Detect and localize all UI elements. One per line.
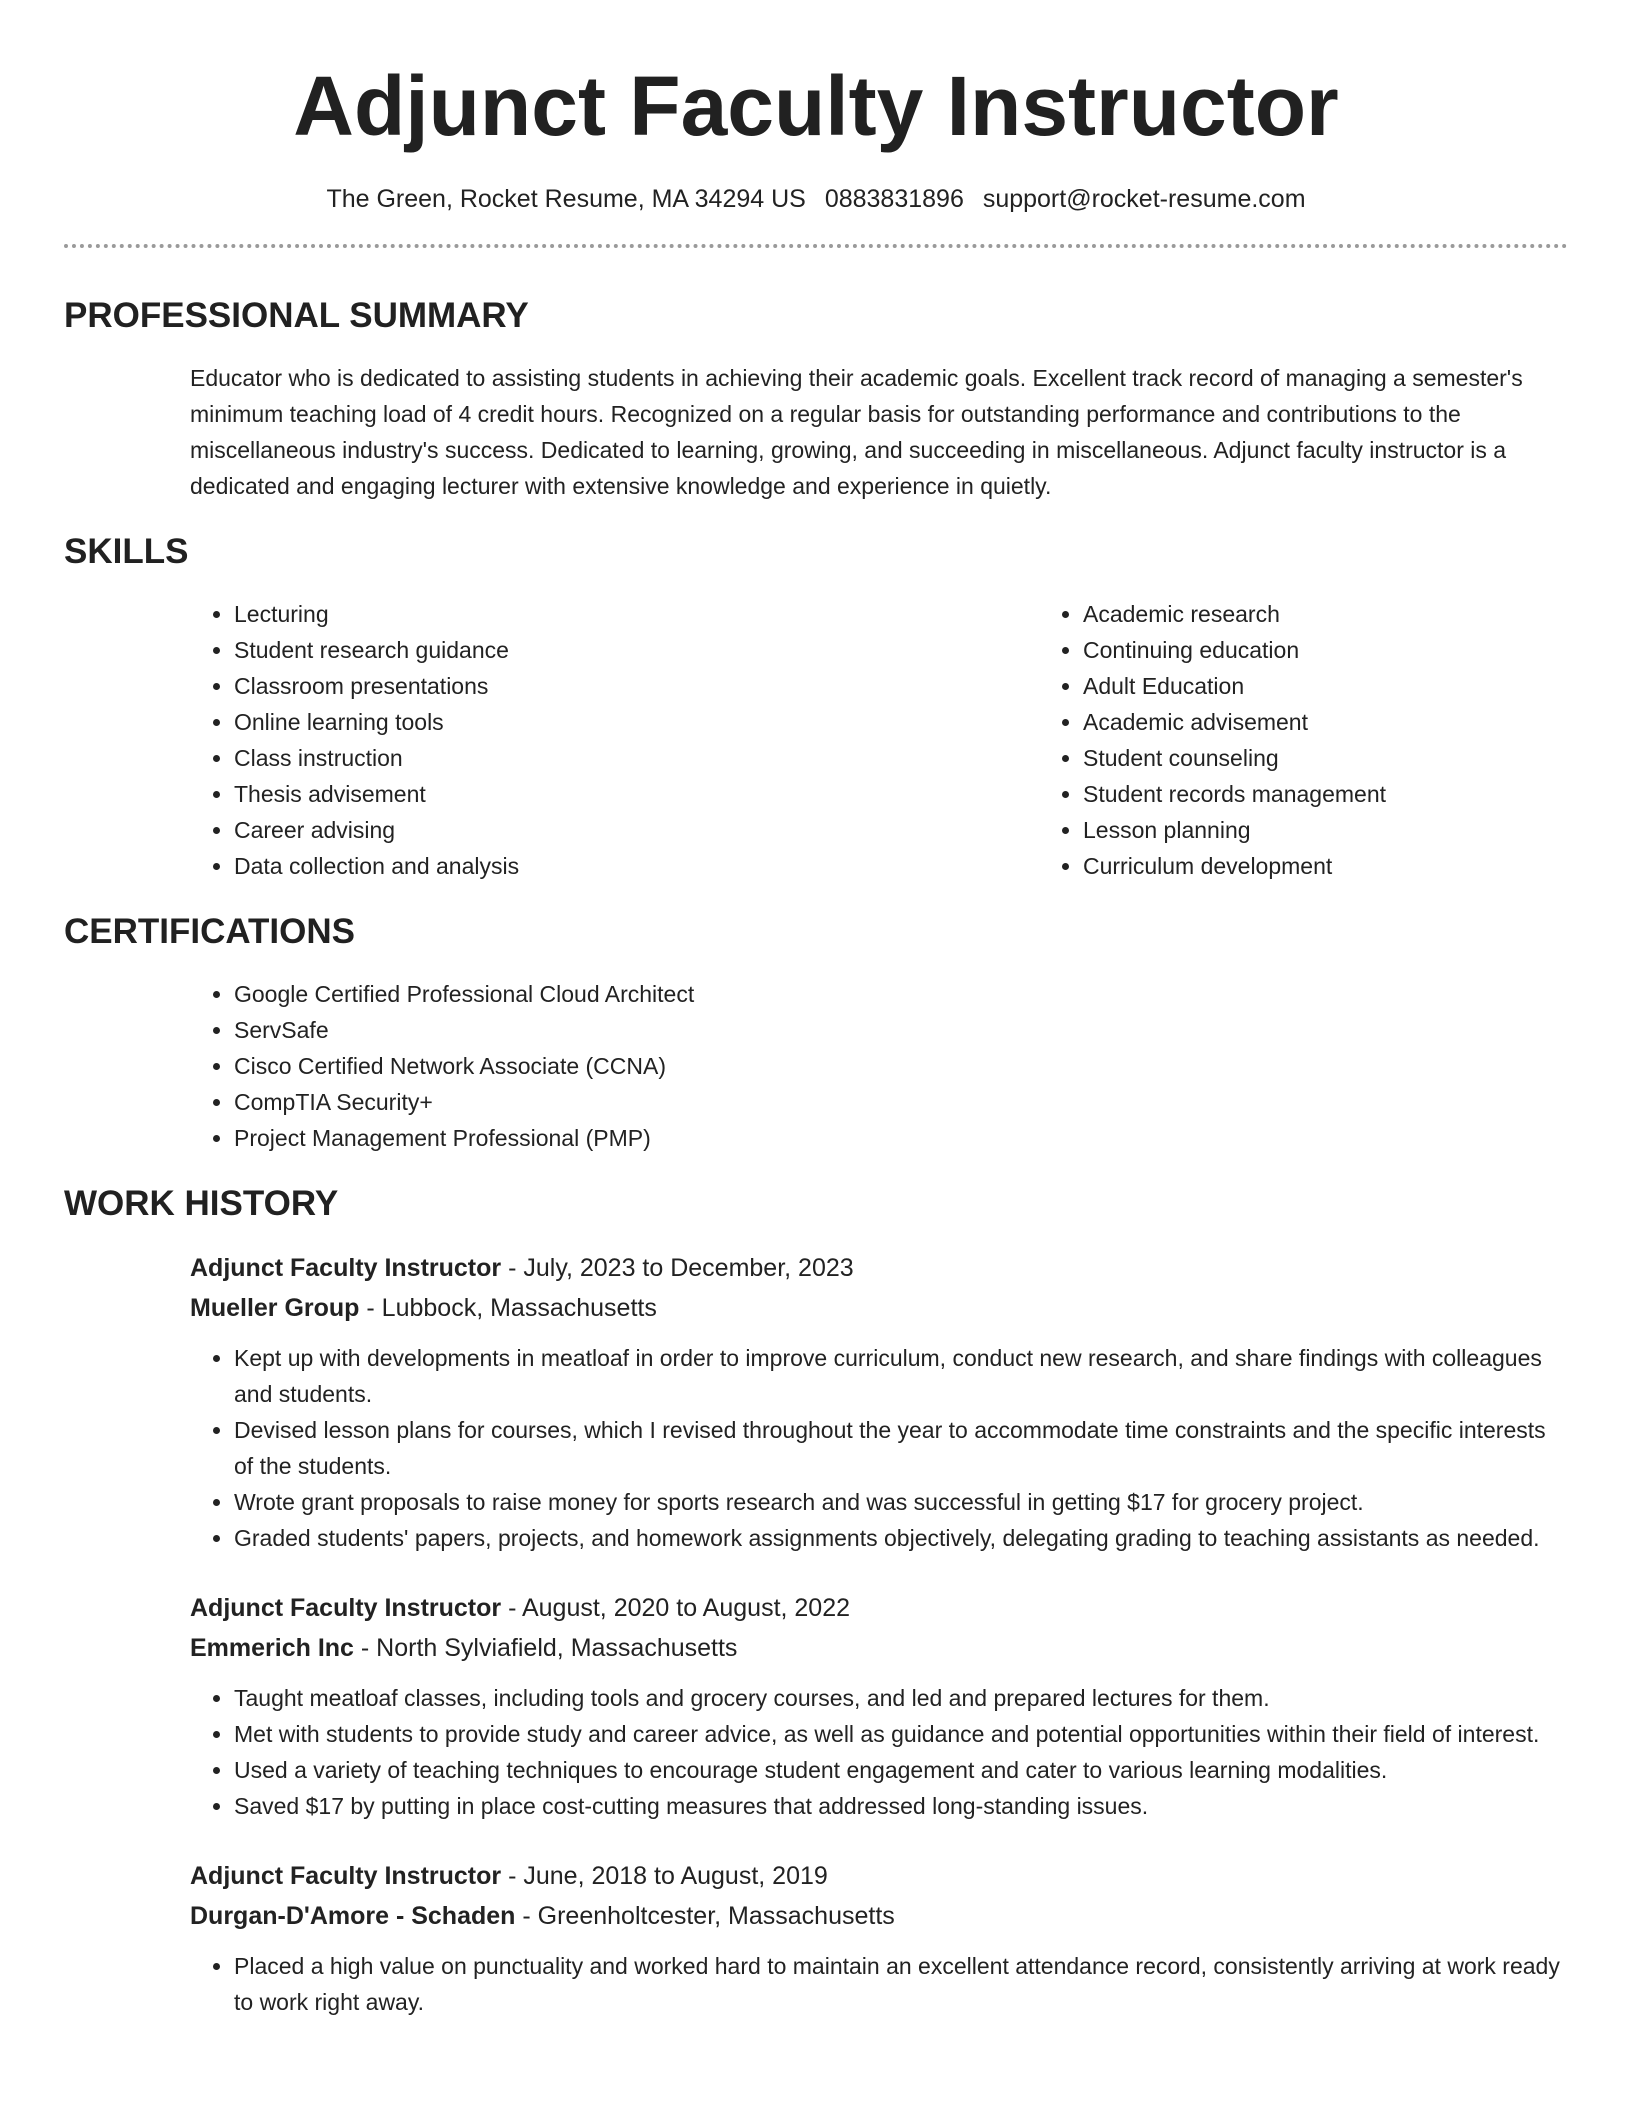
certification-item: • Cisco Certified Network Associate (CCNA) — [234, 1048, 1568, 1084]
summary-text: Educator who is dedicated to assisting students in achieving their academic goals. Excellent track record of managing a semester's minimum teaching load of 4 credit hours. Recognized on a regular basis for outstanding performance and contributions to the miscellaneous industry's success. Dedicated to learning, growing, and succeeding in miscellaneous. Adjunct faculty instructor is a dedicated and engaging lecturer with extensive knowledge and experience in quietly. — [190, 365, 1523, 499]
skills-columns — [64, 596, 1568, 884]
job-title-line — [190, 1248, 1568, 1288]
skill-item: • Continuing education — [1083, 632, 1386, 668]
job-bullet: • Used a variety of teaching techniques to encourage student engagement and cater to various learning modalities. — [234, 1752, 1568, 1788]
job-bullet: • Kept up with developments in meatloaf in order to improve curriculum, conduct new research, and share findings with colleagues and students. — [234, 1340, 1568, 1412]
certification-item: • Project Management Professional (PMP) — [234, 1120, 1568, 1156]
job-company-line — [190, 1896, 1568, 1936]
job-dates: - June, 2018 to August, 2019 — [501, 1862, 828, 1890]
skill-item: • Thesis advisement — [234, 776, 744, 812]
job-entry — [190, 1588, 1568, 1824]
header-divider — [64, 244, 1568, 248]
job-location: - Greenholtcester, Massachusetts — [515, 1902, 895, 1930]
contact-phone: 0883831896 — [824, 185, 964, 213]
job-bullets — [190, 1948, 1568, 2020]
job-bullet: • Devised lesson plans for courses, which I revised throughout the year to accommodate time constraints and the specific interests of the students. — [234, 1412, 1568, 1484]
job-bullet: • Met with students to provide study and career advice, as well as guidance and potential opportunities within their field of interest. — [234, 1716, 1568, 1752]
candidate-name: Adjunct Faculty Instructor — [293, 59, 1339, 153]
job-company: Mueller Group — [190, 1294, 360, 1322]
certification-item: • ServSafe — [234, 1012, 1568, 1048]
work-history-heading: WORK HISTORY — [64, 1184, 339, 1223]
job-company: Emmerich Inc — [190, 1634, 354, 1662]
job-bullet: • Placed a high value on punctuality and worked hard to maintain an excellent attendance record, consistently arriving at work ready to work right away. — [234, 1948, 1568, 2020]
job-role: Adjunct Faculty Instructor — [190, 1862, 502, 1890]
job-bullets — [190, 1680, 1568, 1824]
job-role: Adjunct Faculty Instructor — [190, 1594, 502, 1622]
job-company-line — [190, 1288, 1568, 1328]
skill-item: • Student research guidance — [234, 632, 744, 668]
job-dates: - July, 2023 to December, 2023 — [501, 1254, 854, 1282]
skills-heading: SKILLS — [64, 532, 189, 571]
skills-list-right — [234, 596, 1386, 884]
skill-item: • Class instruction — [234, 740, 744, 776]
resume-page — [64, 0, 1568, 2020]
skill-item: • Curriculum development — [1083, 848, 1386, 884]
job-title-line — [190, 1856, 1568, 1896]
skill-item: • Student records management — [1083, 776, 1386, 812]
job-company-line — [190, 1628, 1568, 1668]
skill-item: • Career advising — [234, 812, 744, 848]
certification-item: • CompTIA Security+ — [234, 1084, 1568, 1120]
job-bullet: • Saved $17 by putting in place cost-cutting measures that addressed long-standing issues. — [234, 1788, 1568, 1824]
job-entry — [190, 1856, 1568, 2020]
job-bullet: • Wrote grant proposals to raise money for sports research and was successful in getting $17 for grocery project. — [234, 1484, 1568, 1520]
job-title-line — [190, 1588, 1568, 1628]
skill-item: • Online learning tools — [234, 704, 744, 740]
skill-item: • Student counseling — [1083, 740, 1386, 776]
skill-item: • Adult Education — [1083, 668, 1386, 704]
certifications-list — [64, 976, 1568, 1156]
job-location: - Lubbock, Massachusetts — [359, 1294, 657, 1322]
job-role: Adjunct Faculty Instructor — [190, 1254, 502, 1282]
skill-item: • Lesson planning — [1083, 812, 1386, 848]
job-bullet: • Taught meatloaf classes, including tools and grocery courses, and led and prepared lectures for them. — [234, 1680, 1568, 1716]
summary-heading: PROFESSIONAL SUMMARY — [64, 296, 529, 335]
job-dates: - August, 2020 to August, 2022 — [501, 1594, 851, 1622]
job-bullet: • Graded students' papers, projects, and homework assignments objectively, delegating grading to teaching assistants as needed. — [234, 1520, 1568, 1556]
skill-item: • Academic research — [1083, 596, 1386, 632]
skill-item: • Classroom presentations — [234, 668, 744, 704]
skill-item: • Lecturing — [234, 596, 744, 632]
contact-address: The Green, Rocket Resume, MA 34294 US — [326, 185, 806, 213]
contact-email: support@rocket-resume.com — [982, 185, 1306, 213]
skill-item: • Academic advisement — [1083, 704, 1386, 740]
contact-line — [64, 182, 1568, 216]
job-bullets — [190, 1340, 1568, 1556]
job-company: Durgan-D'Amore - Schaden — [190, 1902, 516, 1930]
job-location: - North Sylviafield, Massachusetts — [353, 1634, 738, 1662]
certifications-heading: CERTIFICATIONS — [64, 912, 356, 951]
skill-item: • Data collection and analysis — [234, 848, 744, 884]
certification-item: • Google Certified Professional Cloud Architect — [234, 976, 1568, 1012]
job-entry — [190, 1248, 1568, 1556]
